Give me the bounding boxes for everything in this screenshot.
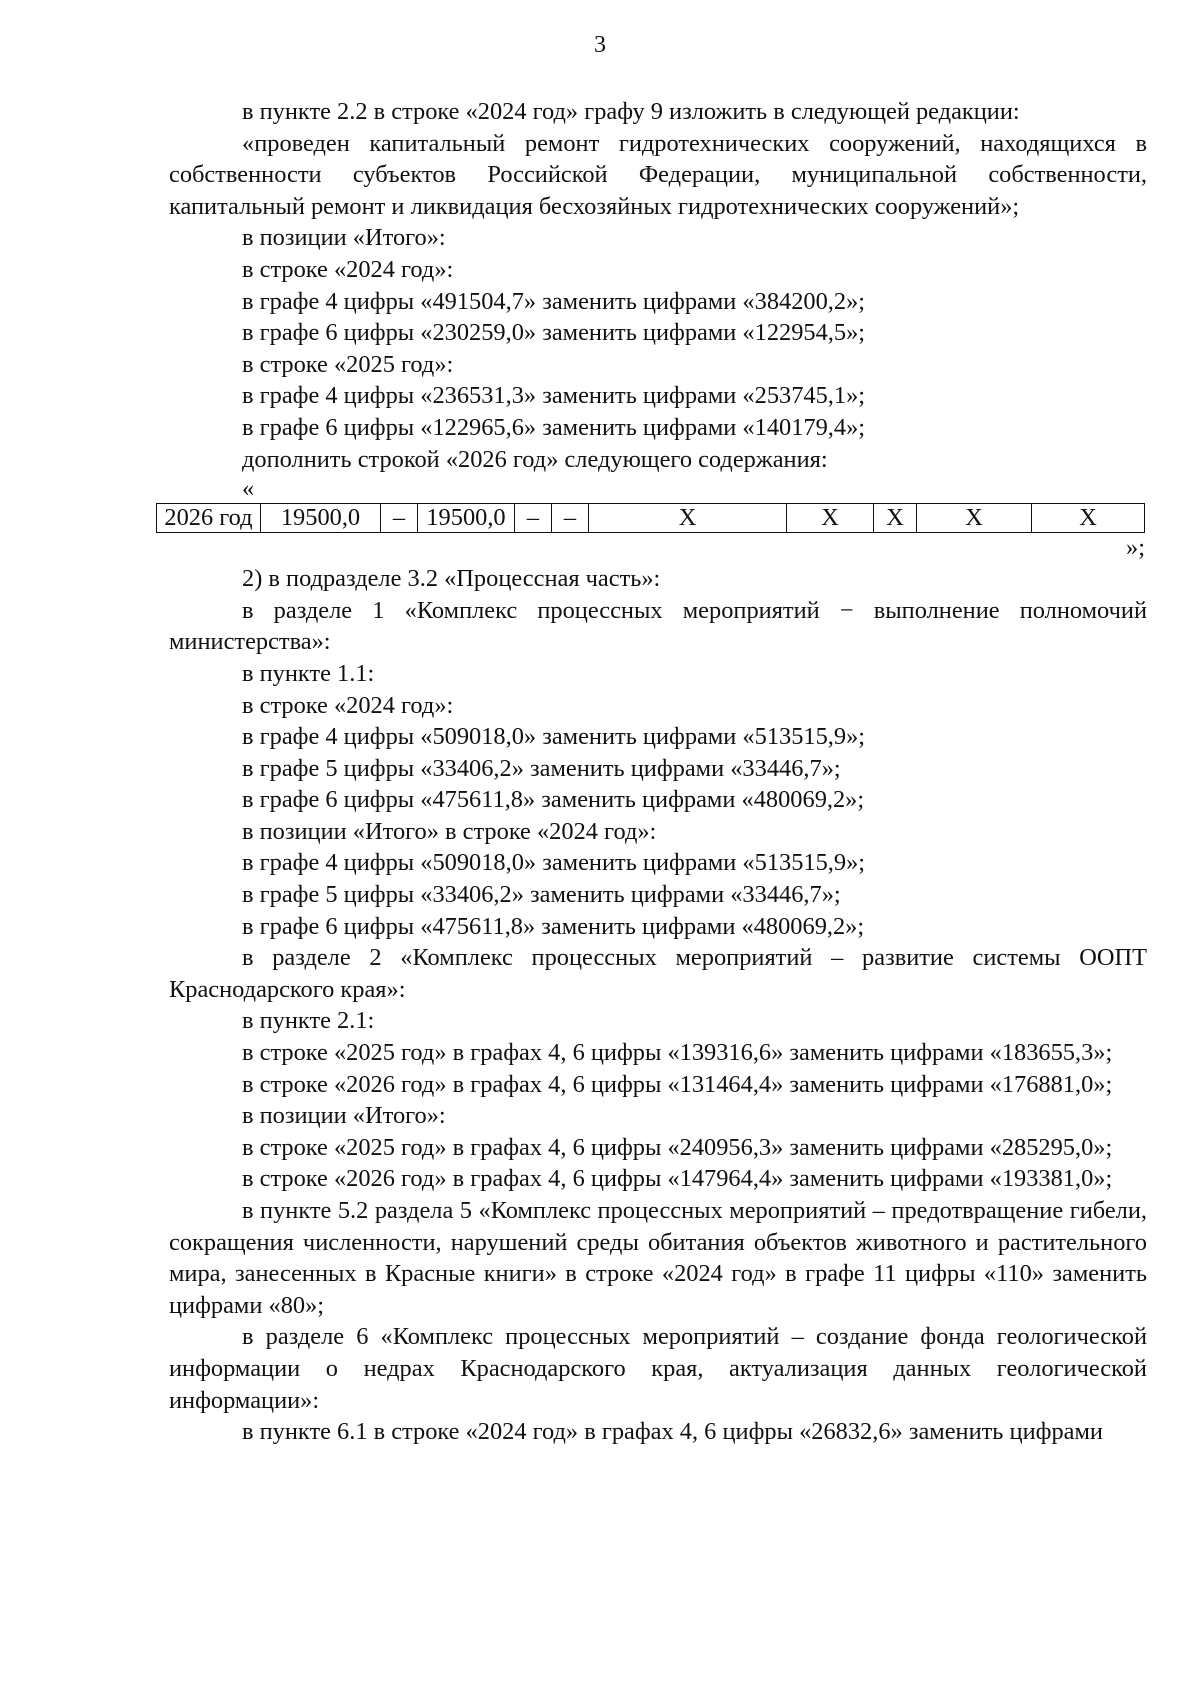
paragraph: в графе 4 цифры «236531,3» заменить цифрами «253745,1»; xyxy=(242,382,866,410)
paragraph: в графе 5 цифры «33406,2» заменить цифрами «33446,7»; xyxy=(242,754,841,782)
paragraph: дополнить строкой «2026 год» следующего содержания: xyxy=(242,445,828,473)
paragraph: 2) в подразделе 3.2 «Процессная часть»: xyxy=(242,565,661,593)
paragraph: в строке «2026 год» в графах 4, 6 цифры «131464,4» заменить цифрами «176881,0»; xyxy=(242,1070,1113,1098)
paragraph: в строке «2025 год» в графах 4, 6 цифры «139316,6» заменить цифрами «183655,3»; xyxy=(242,1039,1113,1067)
paragraph: в строке «2024 год»: xyxy=(242,255,454,283)
table-cell: X xyxy=(1032,504,1145,533)
paragraph: в строке «2026 год» в графах 4, 6 цифры «147964,4» заменить цифрами «193381,0»; xyxy=(242,1165,1113,1193)
table-cell-year: 2026 год xyxy=(157,504,261,533)
table-cell: – xyxy=(515,504,552,533)
table-row xyxy=(157,504,1145,533)
paragraph: в разделе 2 «Комплекс процессных мероприятий – развитие системы ООПТ Краснодарского края»: xyxy=(169,944,1147,1003)
table-cell: X xyxy=(589,504,787,533)
paragraph: в графе 6 цифры «475611,8» заменить цифрами «480069,2»; xyxy=(242,786,865,814)
insert-close-quote: »; xyxy=(1126,534,1145,562)
paragraph: в пункте 6.1 в строке «2024 год» в графах 4, 6 цифры «26832,6» заменить цифрами xyxy=(242,1418,1103,1446)
paragraph: в пункте 5.2 раздела 5 «Комплекс процессных мероприятий – предотвращение гибели, сокращения численности, нарушений среды обитания объектов животного и растительного мира, занесенных в Красные книги» в строке «2024 год» в графе 11 цифры «110» заменить цифрами «80»; xyxy=(169,1197,1147,1319)
paragraph: в строке «2024 год»: xyxy=(242,691,454,719)
paragraph: «проведен капитальный ремонт гидротехнических сооружений, находящихся в собственности субъектов Российской Федерации, муниципальной собственности, капитальный ремонт и ликвидация бесхозяйных гидротехнических сооружений»; xyxy=(169,129,1147,220)
table-cell: – xyxy=(381,504,418,533)
paragraph: в графе 6 цифры «475611,8» заменить цифрами «480069,2»; xyxy=(242,912,865,940)
paragraph: в разделе 6 «Комплекс процессных мероприятий – создание фонда геологической информации о недрах Краснодарского края, актуализация данных геологической информации»: xyxy=(169,1323,1147,1414)
table-cell: X xyxy=(917,504,1032,533)
paragraph: в разделе 1 «Комплекс процессных мероприятий − выполнение полномочий министерства»: xyxy=(169,596,1147,656)
paragraph: в позиции «Итого»: xyxy=(242,224,446,252)
table-cell: X xyxy=(874,504,917,533)
table-cell: X xyxy=(787,504,874,533)
insert-open-quote: « xyxy=(242,475,255,503)
paragraph: в графе 4 цифры «491504,7» заменить цифрами «384200,2»; xyxy=(242,287,866,315)
paragraph: в графе 4 цифры «509018,0» заменить цифрами «513515,9»; xyxy=(242,723,866,751)
paragraph: в строке «2025 год» в графах 4, 6 цифры «240956,3» заменить цифрами «285295,0»; xyxy=(242,1133,1113,1161)
insert-table xyxy=(156,503,1145,533)
paragraph: в строке «2025 год»: xyxy=(242,350,454,378)
paragraph: в графе 5 цифры «33406,2» заменить цифрами «33446,7»; xyxy=(242,881,841,909)
paragraph: в графе 4 цифры «509018,0» заменить цифрами «513515,9»; xyxy=(242,849,866,877)
paragraph: в графе 6 цифры «230259,0» заменить цифрами «122954,5»; xyxy=(242,319,866,347)
document-body xyxy=(164,96,1147,1448)
page-number: 3 xyxy=(594,32,606,58)
paragraph: в пункте 1.1: xyxy=(242,659,375,687)
paragraph: в пункте 2.2 в строке «2024 год» графу 9 изложить в следующей редакции: xyxy=(242,98,1020,125)
table-cell: – xyxy=(552,504,589,533)
table-cell: 19500,0 xyxy=(261,504,381,533)
paragraph: в графе 6 цифры «122965,6» заменить цифрами «140179,4»; xyxy=(242,413,866,441)
table-cell: 19500,0 xyxy=(418,504,515,533)
paragraph: в позиции «Итого» в строке «2024 год»: xyxy=(242,817,657,845)
paragraph: в пункте 2.1: xyxy=(242,1007,375,1035)
paragraph: в позиции «Итого»: xyxy=(242,1102,446,1130)
